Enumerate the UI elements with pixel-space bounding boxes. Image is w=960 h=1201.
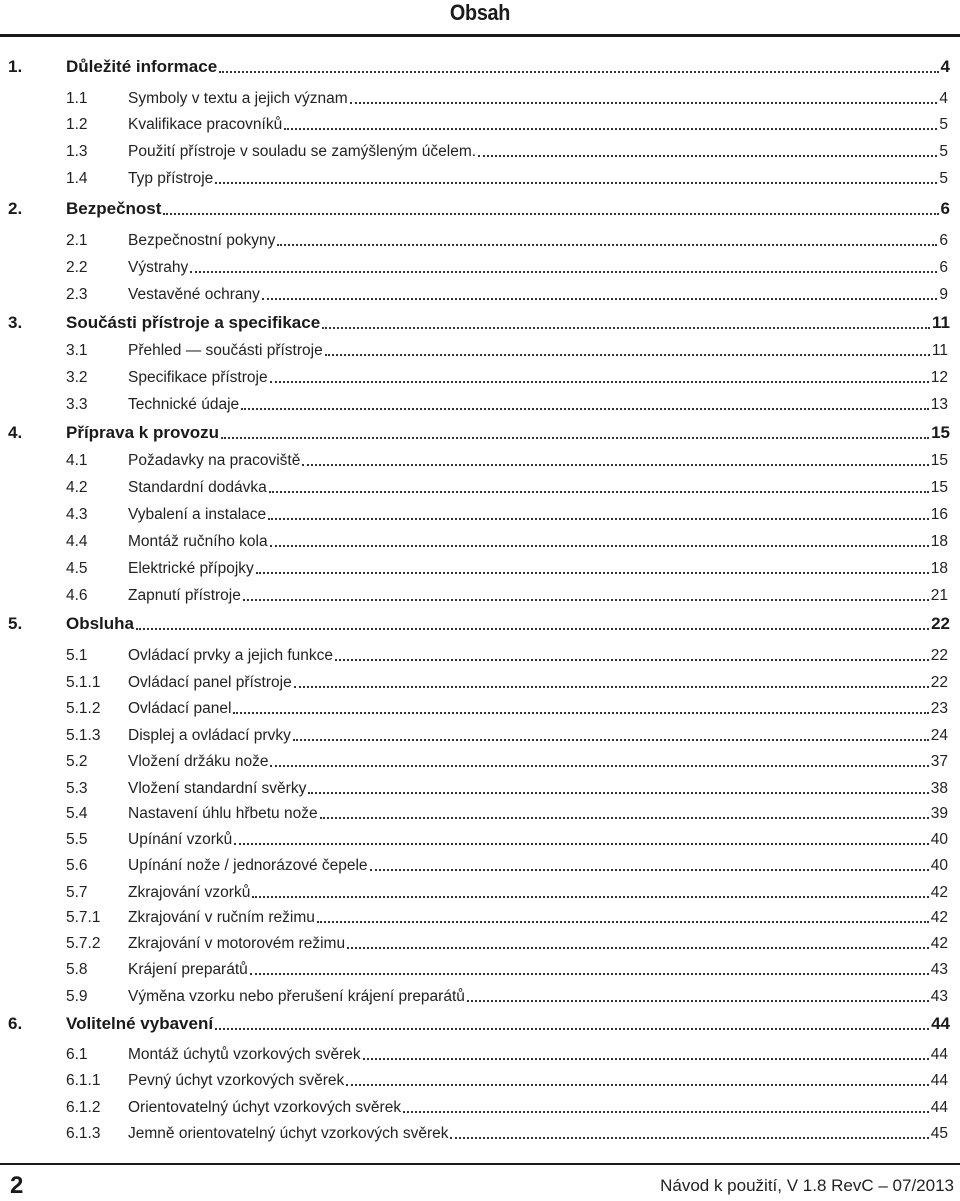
toc-entry-number: 3.2 (66, 369, 88, 386)
toc-chapter-entry[interactable] (0, 1012, 950, 1034)
toc-entry-page: 44 (931, 1014, 950, 1033)
toc-entry-label: Technické údaje (128, 396, 240, 413)
toc-entry-number: 3.1 (66, 342, 88, 359)
toc-entry-number: 5.9 (66, 988, 88, 1005)
toc-dot-leader (252, 896, 928, 898)
toc-entry-page: 24 (930, 727, 948, 744)
toc-entry-page: 38 (930, 780, 948, 797)
toc-dot-leader (325, 354, 930, 356)
toc-section-entry[interactable] (0, 931, 948, 953)
toc-entry-page: 16 (930, 506, 948, 523)
toc-entry-page: 11 (931, 342, 948, 359)
toc-dot-leader (284, 128, 937, 130)
toc-entry-page: 43 (930, 961, 948, 978)
toc-section-entry[interactable] (0, 255, 948, 277)
footer-page-number: 2 (10, 1172, 24, 1199)
toc-entry-label: Typ přístroje (128, 170, 214, 187)
toc-dot-leader (293, 739, 929, 741)
toc-dot-leader (363, 1058, 929, 1060)
toc-dot-leader (136, 628, 929, 630)
toc-entry-number: 2. (8, 199, 23, 218)
toc-entry-number: 6.1.1 (66, 1072, 101, 1089)
toc-entry-number: 1. (8, 57, 23, 76)
toc-chapter-entry[interactable] (0, 197, 950, 219)
toc-dot-leader (270, 545, 929, 547)
toc-entry-page: 22 (930, 674, 948, 691)
toc-entry-page: 13 (930, 396, 948, 413)
toc-dot-leader (335, 659, 929, 661)
toc-entry-label: Montáž úchytů vzorkových svěrek (128, 1046, 361, 1063)
toc-section-entry[interactable] (0, 365, 948, 387)
footer-divider (0, 1163, 960, 1165)
toc-dot-leader (215, 182, 937, 184)
toc-section-entry[interactable] (0, 583, 948, 605)
toc-dot-leader (350, 102, 938, 104)
toc-section-entry[interactable] (0, 282, 948, 304)
toc-dot-leader (308, 792, 928, 794)
toc-entry-number: 5.1.1 (66, 674, 101, 691)
toc-section-entry[interactable] (0, 86, 948, 108)
toc-entry-number: 1.2 (66, 116, 88, 133)
toc-dot-leader (347, 947, 929, 949)
toc-entry-page: 18 (930, 560, 948, 577)
toc-entry-label: Specifikace přístroje (128, 369, 268, 386)
toc-section-entry[interactable] (0, 392, 948, 414)
toc-entry-label: Výstrahy (128, 259, 189, 276)
toc-entry-label: Zkrajování vzorků (128, 884, 251, 901)
toc-entry-page: 6 (939, 259, 948, 276)
toc-entry-page: 5 (939, 170, 948, 187)
toc-entry-label: Orientovatelný úchyt vzorkových svěrek (128, 1099, 402, 1116)
toc-entry-number: 4.2 (66, 479, 88, 496)
toc-entry-number: 5.3 (66, 780, 88, 797)
toc-entry-number: 6. (8, 1014, 23, 1033)
toc-dot-leader (243, 599, 929, 601)
toc-entry-number: 2.2 (66, 259, 88, 276)
toc-chapter-entry[interactable] (0, 55, 950, 77)
toc-entry-number: 5.7.2 (66, 935, 101, 952)
toc-dot-leader (467, 1000, 929, 1002)
toc-entry-label: Ovládací panel (128, 700, 232, 717)
toc-dot-leader (270, 765, 928, 767)
toc-section-entry[interactable] (0, 643, 948, 665)
toc-entry-page: 43 (930, 988, 948, 1005)
toc-entry-label: Upínání nože / jednorázové čepele (128, 857, 368, 874)
toc-entry-page: 37 (930, 753, 948, 770)
toc-entry-label: Nastavení úhlu hřbetu nože (128, 805, 318, 822)
toc-dot-leader (269, 491, 929, 493)
toc-section-entry[interactable] (0, 139, 948, 161)
toc-entry-number: 4.6 (66, 587, 88, 604)
toc-entry-page: 40 (930, 831, 948, 848)
page-title: Obsah (449, 0, 511, 25)
toc-entry-number: 5.2 (66, 753, 88, 770)
toc-entry-label: Vybalení a instalace (128, 506, 267, 523)
toc-entry-number: 5. (8, 614, 23, 633)
toc-entry-label: Upínání vzorků (128, 831, 233, 848)
toc-section-entry[interactable] (0, 529, 948, 551)
toc-section-entry[interactable] (0, 338, 948, 360)
toc-entry-page: 6 (940, 199, 950, 218)
toc-entry-label: Bezpečnostní pokyny (128, 232, 276, 249)
toc-section-entry[interactable] (0, 556, 948, 578)
toc-entry-page: 44 (930, 1046, 948, 1063)
toc-section-entry[interactable] (0, 880, 948, 902)
toc-entry-label: Obsluha (66, 614, 135, 633)
toc-section-entry[interactable] (0, 166, 948, 188)
toc-section-entry[interactable] (0, 957, 948, 979)
toc-entry-label: Požadavky na pracoviště (128, 452, 301, 469)
toc-dot-leader (450, 1137, 928, 1139)
toc-entry-number: 3. (8, 313, 23, 332)
toc-section-entry[interactable] (0, 112, 948, 134)
toc-entry-number: 5.6 (66, 857, 88, 874)
toc-entry-page: 42 (930, 935, 948, 952)
toc-dot-leader (317, 921, 929, 923)
toc-section-entry[interactable] (0, 749, 948, 771)
toc-entry-page: 22 (931, 614, 950, 633)
toc-entry-number: 5.5 (66, 831, 88, 848)
toc-section-entry[interactable] (0, 801, 948, 823)
toc-entry-page: 22 (930, 647, 948, 664)
toc-entry-label: Displej a ovládací prvky (128, 727, 291, 744)
toc-entry-label: Kvalifikace pracovníků (128, 116, 283, 133)
toc-entry-page: 5 (939, 116, 948, 133)
toc-entry-number: 6.1 (66, 1046, 88, 1063)
toc-dot-leader (215, 1028, 929, 1030)
toc-dot-leader (270, 381, 929, 383)
toc-section-entry[interactable] (0, 448, 948, 470)
toc-entry-label: Vložení standardní svěrky (128, 780, 307, 797)
toc-entry-number: 5.7 (66, 884, 88, 901)
toc-entry-number: 4.3 (66, 506, 88, 523)
toc-entry-number: 2.3 (66, 286, 88, 303)
toc-entry-page: 11 (932, 313, 950, 332)
toc-entry-page: 6 (939, 232, 948, 249)
toc-section-entry[interactable] (0, 984, 948, 1006)
toc-entry-page: 40 (930, 857, 948, 874)
toc-entry-page: 39 (930, 805, 948, 822)
toc-dot-leader (277, 244, 937, 246)
toc-entry-label: Elektrické přípojky (128, 560, 254, 577)
toc-entry-number: 4. (8, 423, 23, 442)
toc-dot-leader (302, 464, 928, 466)
toc-dot-leader (370, 869, 929, 871)
toc-dot-leader (241, 408, 929, 410)
toc-entry-label: Výměna vzorku nebo přerušení krájení preparátů (128, 988, 465, 1005)
footer-document-info: Návod k použití, V 1.8 RevC – 07/2013 (660, 1176, 954, 1195)
toc-entry-page: 4 (940, 57, 950, 76)
toc-dot-leader (190, 271, 937, 273)
toc-entry-page: 42 (930, 909, 948, 926)
toc-section-entry[interactable] (0, 1042, 948, 1064)
toc-entry-page: 45 (930, 1125, 948, 1142)
toc-entry-page: 18 (930, 533, 948, 550)
toc-entry-page: 44 (930, 1072, 948, 1089)
toc-dot-leader (294, 686, 929, 688)
toc-entry-number: 1.3 (66, 143, 88, 160)
toc-entry-label: Krájení preparátů (128, 961, 248, 978)
toc-chapter-entry[interactable] (0, 612, 950, 634)
toc-entry-label: Bezpečnost (66, 199, 162, 218)
toc-entry-label: Příprava k provozu (66, 423, 220, 442)
toc-dot-leader (233, 712, 928, 714)
toc-entry-label: Symboly v textu a jejich význam (128, 90, 348, 107)
toc-entry-page: 21 (930, 587, 948, 604)
toc-section-entry[interactable] (0, 696, 948, 718)
toc-dot-leader (221, 437, 929, 439)
toc-section-entry[interactable] (0, 475, 948, 497)
toc-entry-number: 6.1.3 (66, 1125, 101, 1142)
toc-section-entry[interactable] (0, 228, 948, 250)
toc-section-entry[interactable] (0, 1068, 948, 1090)
toc-entry-number: 1.1 (66, 90, 88, 107)
toc-entry-label: Montáž ručního kola (128, 533, 268, 550)
toc-section-entry[interactable] (0, 502, 948, 524)
toc-entry-label: Standardní dodávka (128, 479, 267, 496)
toc-entry-number: 4.4 (66, 533, 88, 550)
toc-entry-page: 9 (939, 286, 948, 303)
toc-entry-page: 5 (939, 143, 948, 160)
toc-entry-label: Ovládací prvky a jejich funkce (128, 647, 334, 664)
toc-entry-label: Pevný úchyt vzorkových svěrek (128, 1072, 345, 1089)
toc-entry-label: Použití přístroje v souladu se zamýšleným účelem. (128, 143, 477, 160)
toc-entry-number: 5.4 (66, 805, 88, 822)
toc-entry-label: Přehled — součásti přístroje (128, 342, 323, 359)
toc-entry-number: 6.1.2 (66, 1099, 101, 1116)
toc-entry-page: 15 (930, 452, 948, 469)
toc-section-entry[interactable] (0, 827, 948, 849)
toc-dot-leader (320, 817, 929, 819)
toc-dot-leader (403, 1111, 929, 1113)
toc-dot-leader (256, 572, 929, 574)
toc-entry-page: 23 (930, 700, 948, 717)
toc-entry-page: 4 (939, 90, 948, 107)
toc-section-entry[interactable] (0, 905, 948, 927)
toc-entry-number: 3.3 (66, 396, 88, 413)
toc-entry-label: Jemně orientovatelný úchyt vzorkových svěrek (128, 1125, 449, 1142)
toc-section-entry[interactable] (0, 723, 948, 745)
toc-dot-leader (322, 327, 930, 329)
toc-entry-label: Zkrajování v ručním režimu (128, 909, 315, 926)
toc-section-entry[interactable] (0, 1095, 948, 1117)
toc-chapter-entry[interactable] (0, 311, 950, 333)
toc-chapter-entry[interactable] (0, 421, 950, 443)
toc-dot-leader (346, 1084, 929, 1086)
toc-entry-label: Zkrajování v motorovém režimu (128, 935, 346, 952)
toc-entry-label: Volitelné vybavení (66, 1014, 214, 1033)
toc-entry-page: 12 (930, 369, 948, 386)
toc-entry-number: 5.1.2 (66, 700, 101, 717)
toc-entry-label: Zapnutí přístroje (128, 587, 241, 604)
toc-entry-page: 44 (930, 1099, 948, 1116)
toc-dot-leader (268, 518, 929, 520)
toc-dot-leader (250, 973, 929, 975)
toc-entry-number: 5.8 (66, 961, 88, 978)
toc-section-entry[interactable] (0, 670, 948, 692)
toc-entry-label: Vestavěné ochrany (128, 286, 260, 303)
toc-section-entry[interactable] (0, 853, 948, 875)
toc-dot-leader (163, 213, 938, 215)
toc-entry-number: 4.1 (66, 452, 88, 469)
toc-entry-label: Vložení držáku nože (128, 753, 269, 770)
toc-entry-number: 4.5 (66, 560, 88, 577)
toc-entry-page: 42 (930, 884, 948, 901)
toc-section-entry[interactable] (0, 776, 948, 798)
toc-entry-label: Důležité informace (66, 57, 218, 76)
toc-entry-label: Součásti přístroje a specifikace (66, 313, 321, 332)
toc-entry-page: 15 (931, 423, 950, 442)
toc-dot-leader (478, 155, 937, 157)
toc-entry-page: 15 (930, 479, 948, 496)
toc-dot-leader (219, 71, 938, 73)
toc-entry-number: 5.1 (66, 647, 88, 664)
toc-entry-number: 5.7.1 (66, 909, 101, 926)
toc-dot-leader (262, 298, 938, 300)
toc-entry-label: Ovládací panel přístroje (128, 674, 292, 691)
toc-section-entry[interactable] (0, 1121, 948, 1143)
toc-entry-number: 1.4 (66, 170, 88, 187)
toc-entry-number: 5.1.3 (66, 727, 101, 744)
toc-dot-leader (234, 843, 929, 845)
toc-entry-number: 2.1 (66, 232, 88, 249)
